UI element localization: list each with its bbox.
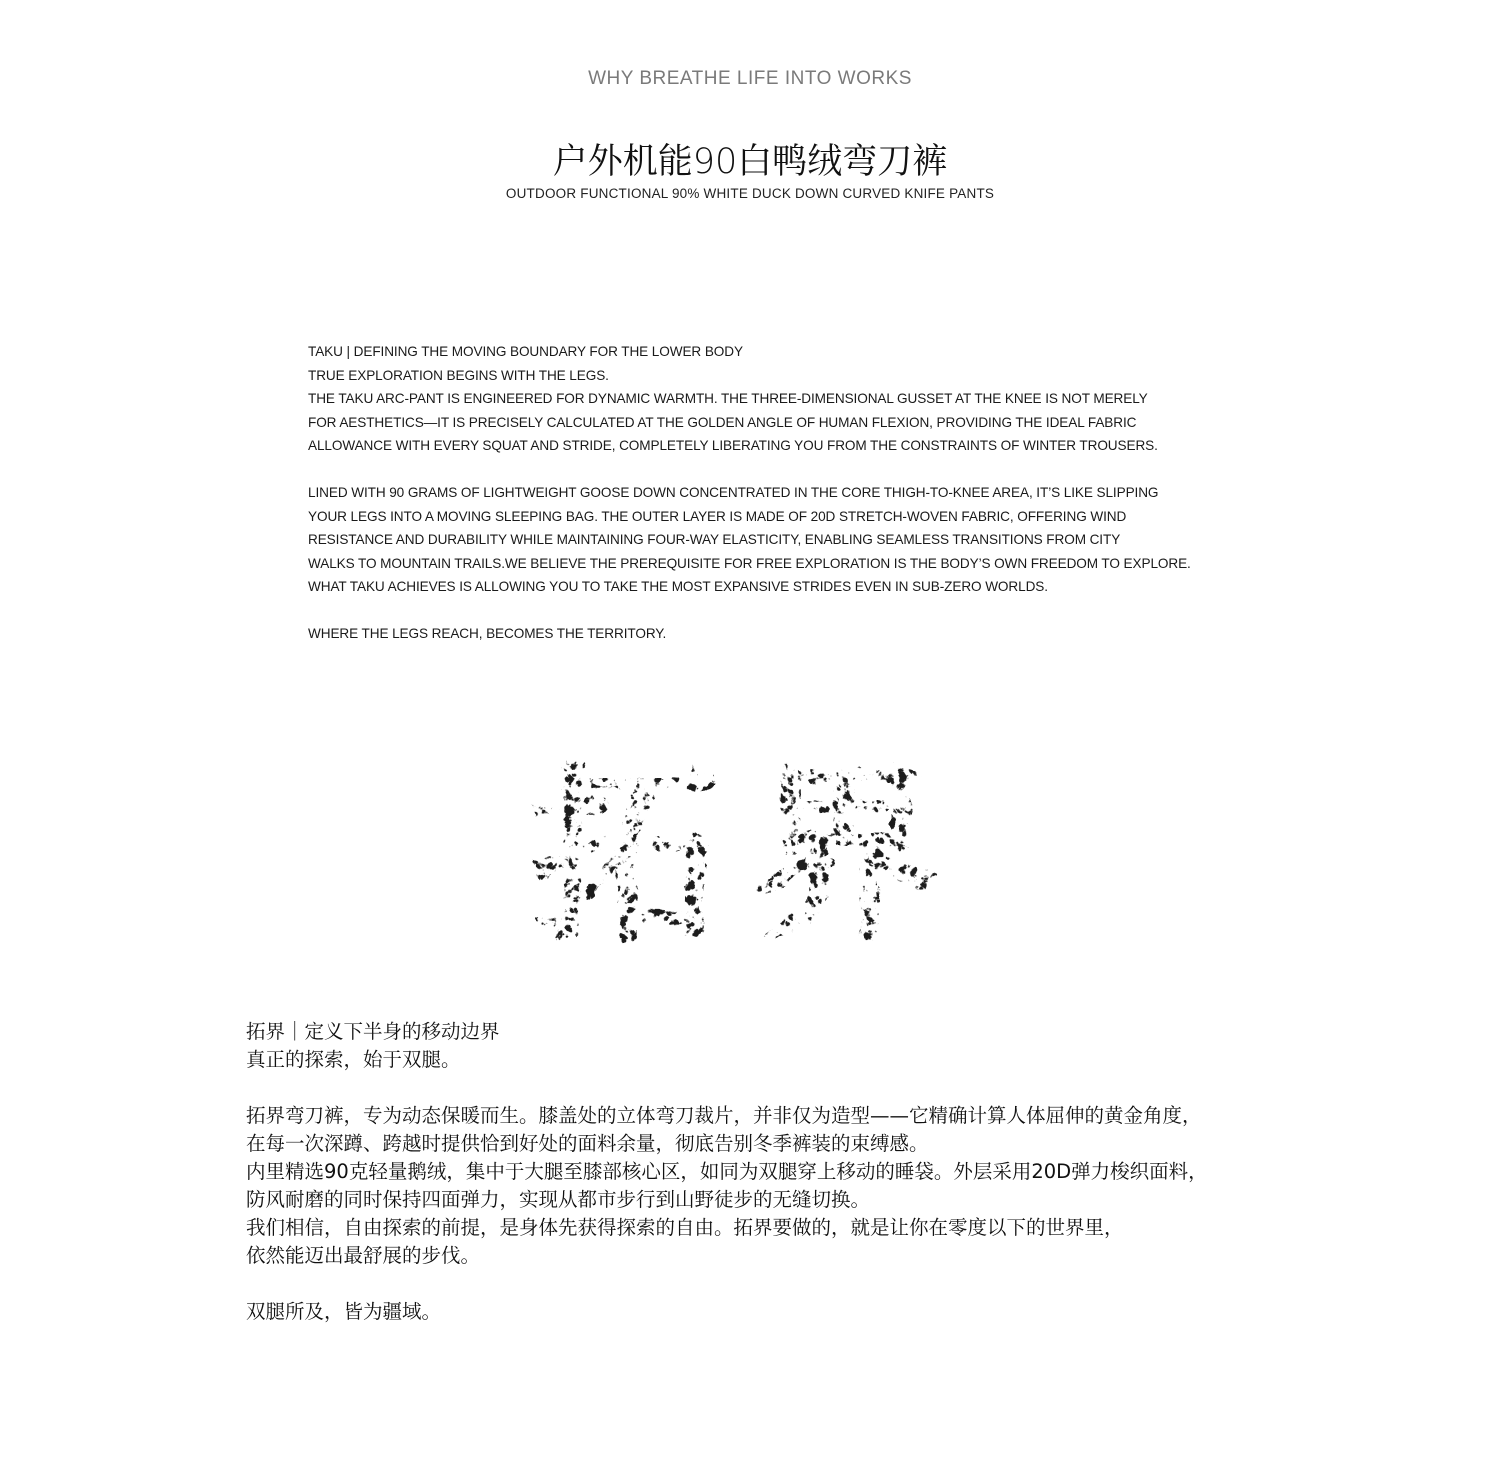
- en-line: THE TAKU ARC-PANT IS ENGINEERED FOR DYNAMIC WARMTH. THE THREE-DIMENSIONAL GUSSET AT THE KNEE IS NOT MERELY: [308, 391, 1148, 406]
- cn-line: 防风耐磨的同时保持四面弹力，实现从都市步行到山野徒步的无缝切换。: [246, 1188, 871, 1211]
- en-line: WHAT TAKU ACHIEVES IS ALLOWING YOU TO TAKE THE MOST EXPANSIVE STRIDES EVEN IN SUB-ZERO WORLDS.: [308, 579, 1048, 594]
- cn-line: 内里精选90克轻量鹅绒，集中于大腿至膝部核心区，如同为双腿穿上移动的睡袋。外层采用20D弹力梭织面料，: [246, 1160, 1208, 1183]
- en-line: ALLOWANCE WITH EVERY SQUAT AND STRIDE, COMPLETELY LIBERATING YOU FROM THE CONSTRAINTS OF WINTER TROUSERS.: [308, 438, 1158, 453]
- brand-art-title: [530, 750, 970, 950]
- en-line: YOUR LEGS INTO A MOVING SLEEPING BAG. THE OUTER LAYER IS MADE OF 20D STRETCH-WOVEN FABRIC, OFFERING WIND: [308, 508, 1127, 524]
- cn-line: 在每一次深蹲、跨越时提供恰到好处的面料余量，彻底告别冬季裤装的束缚感。: [246, 1132, 929, 1155]
- en-line: LINED WITH 90 GRAMS OF LIGHTWEIGHT GOOSE DOWN CONCENTRATED IN THE CORE THIGH-TO-KNEE AREA, IT’S LIKE SLIPPING: [308, 485, 1159, 500]
- chinese-description: [246, 1018, 1346, 1326]
- en-line: RESISTANCE AND DURABILITY WHILE MAINTAINING FOUR-WAY ELASTICITY, ENABLING SEAMLESS TRANSITIONS FROM CITY: [308, 532, 1121, 547]
- page-title: 户外机能90白鸭绒弯刀裤: [552, 142, 948, 182]
- en-line: WALKS TO MOUNTAIN TRAILS.WE BELIEVE THE PREREQUISITE FOR FREE EXPLORATION IS THE BODY’S OWN FREEDOM TO EXPLORE.: [308, 555, 1191, 571]
- cn-line: 我们相信，自由探索的前提，是身体先获得探索的自由。拓界要做的，就是让你在零度以下的世界里，: [246, 1216, 1124, 1239]
- eyebrow-tagline: WHY BREATHE LIFE INTO WORKS: [588, 68, 912, 89]
- cn-closing-line: 双腿所及，皆为疆域。: [246, 1300, 442, 1323]
- cn-line: 依然能迈出最舒展的步伐。: [246, 1244, 481, 1267]
- english-description: [308, 340, 1308, 646]
- en-closing-line: WHERE THE LEGS REACH, BECOMES THE TERRITORY.: [308, 626, 667, 641]
- en-line: FOR AESTHETICS—IT IS PRECISELY CALCULATED AT THE GOLDEN ANGLE OF HUMAN FLEXION, PROVIDING THE IDEAL FABRIC: [308, 414, 1137, 430]
- en-line: TRUE EXPLORATION BEGINS WITH THE LEGS.: [308, 367, 609, 383]
- cn-line: 拓界｜定义下半身的移动边界: [246, 1020, 500, 1043]
- art-glyphs: 拓界: [530, 750, 970, 950]
- cn-line: 真正的探索，始于双腿。: [246, 1048, 461, 1071]
- cn-line: 拓界弯刀裤，专为动态保暖而生。膝盖处的立体弯刀裁片，并非仅为造型——它精确计算人体屈伸的黄金角度，: [246, 1104, 1202, 1127]
- en-line: TAKU | DEFINING THE MOVING BOUNDARY FOR THE LOWER BODY: [308, 344, 743, 359]
- page-subtitle: OUTDOOR FUNCTIONAL 90% WHITE DUCK DOWN CURVED KNIFE PANTS: [505, 186, 995, 201]
